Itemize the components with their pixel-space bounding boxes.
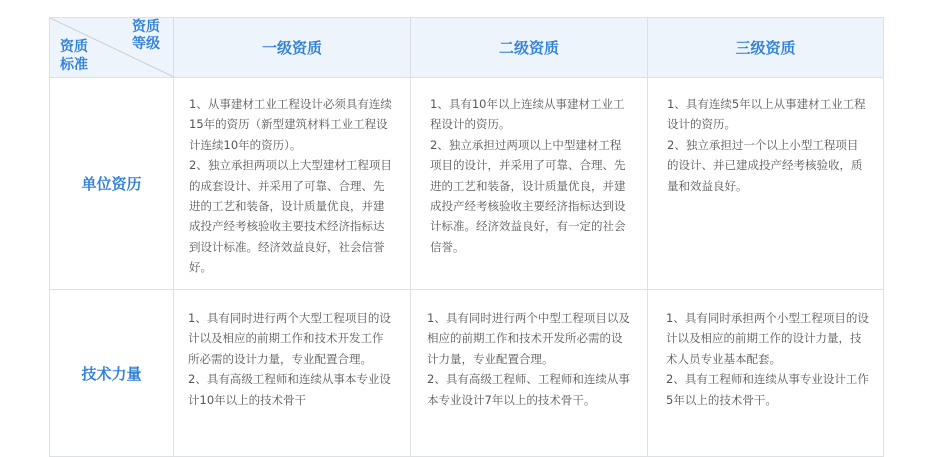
cell-paragraph: 2、独立承担两项以上大型建材工程项目的成套设计、并采用了可靠、合理、先进的工艺和装备，设计质量优良，并建成投产经考核验收主要技术经济指标达到设计标准。经济效益良好，社会信誉好。 <box>189 158 392 275</box>
cell-paragraph: 1、具有同时承担两个小型工程项目的设计以及相应的前期工作的设计力量，技术人员专业基本配套。 <box>666 311 869 366</box>
corner-top-line1: 资质 <box>132 19 160 35</box>
cell-paragraph: 1、具有同时进行两个中型工程项目以及相应的前期工作和技术开发所必需的设计力量，专业配置合理。 <box>427 311 630 366</box>
table-cell <box>411 78 648 290</box>
table-cell <box>174 290 411 457</box>
cell-paragraph: 1、具有同时进行两个大型工程项目的设计以及相应的前期工作和技术开发工作所必需的设计力量，专业配置合理。 <box>188 311 391 366</box>
corner-left-line2: 标准 <box>60 57 88 73</box>
table-cell <box>174 78 411 290</box>
cell-paragraph: 1、具有10年以上连续从事建材工业工程设计的资历。 <box>430 97 625 132</box>
table-cell <box>648 290 884 457</box>
header-level-1: 一级资质 <box>174 18 411 78</box>
cell-paragraph: 2、独立承担过一个以上小型工程项目的设计、并已建成投产经考核验收，质量和效益良好。 <box>667 137 863 193</box>
corner-header-cell <box>50 18 174 78</box>
cell-paragraph: 2、具有工程师和连续从事专业设计工作5年以上的技术骨干。 <box>666 372 869 407</box>
cell-paragraph: 1、具有连续5年以上从事建材工业工程设计的资历。 <box>667 97 866 132</box>
table-row <box>50 78 884 290</box>
header-row <box>50 18 884 78</box>
table-row <box>50 290 884 457</box>
header-level-2: 二级资质 <box>411 18 648 78</box>
cell-paragraph: 1、从事建材工业工程设计必须具有连续15年的资历（新型建筑材料工业工程设计连续10年的资历）。 <box>189 97 392 152</box>
row-label: 技术力量 <box>50 290 174 457</box>
header-level-3: 三级资质 <box>648 18 884 78</box>
qualification-table <box>49 17 884 457</box>
cell-paragraph: 2、独立承担过两项以上中型建材工程项目的设计，并采用了可靠、合理、先进的工艺和装备，设计质量优良，并建成投产经考核验收主要经济指标达到设计标准。经济效益良好，有一定的社会信誉。 <box>430 137 626 254</box>
corner-level-label <box>132 19 160 53</box>
corner-standard-label <box>60 38 88 74</box>
cell-paragraph: 2、具有高级工程师和连续从事本专业设计10年以上的技术骨干 <box>188 372 391 407</box>
corner-top-line2: 等级 <box>132 36 160 52</box>
cell-paragraph: 2、具有高级工程师、工程师和连续从事本专业设计7年以上的技术骨干。 <box>427 372 630 407</box>
table-cell <box>411 290 648 457</box>
row-label: 单位资历 <box>50 78 174 290</box>
corner-left-line1: 资质 <box>60 39 88 55</box>
table-cell <box>648 78 884 290</box>
